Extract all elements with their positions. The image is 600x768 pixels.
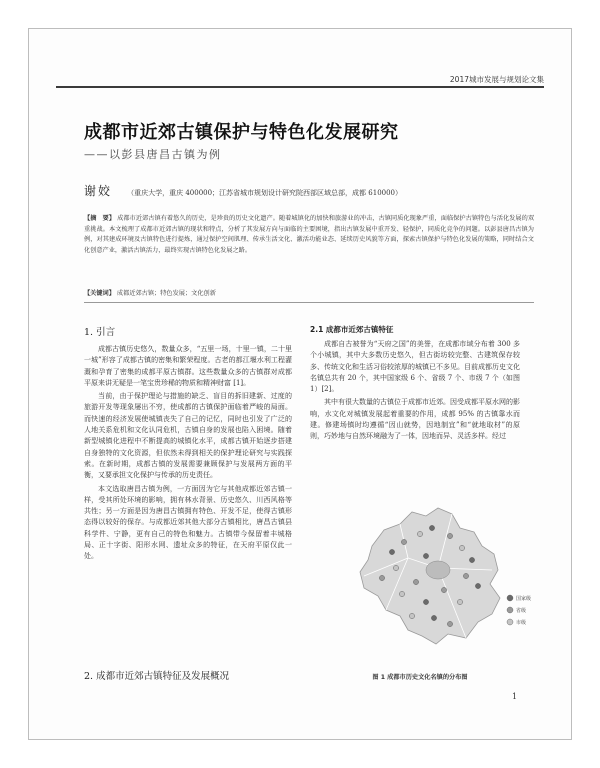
keywords-text: 成都近郊古镇；特色发展；文化创新 bbox=[116, 290, 216, 297]
town-marker bbox=[441, 587, 446, 592]
town-marker bbox=[379, 575, 384, 580]
town-marker bbox=[423, 553, 428, 558]
town-marker bbox=[429, 525, 434, 530]
map-legend bbox=[507, 595, 531, 626]
central-urban-area bbox=[426, 561, 450, 579]
paper-subtitle: ——以彭县唐昌古镇为例 bbox=[84, 148, 222, 161]
town-marker bbox=[417, 531, 422, 536]
town-marker bbox=[399, 591, 404, 596]
page-number: 1 bbox=[512, 692, 518, 701]
abstract-text: 成都市近郊古镇有着悠久的历史，是珍贵的历史文化遗产。随着城镇化的加快和旅游业的冲击，古镇同质化现象严重，面临保护古镇特色与活化发展的双重挑战。本文梳理了成都市近郊古镇的现状和特点，分析了其发展方向与面临的主要困境，指出古镇发展中重开发、轻保护，同质化竞争的问题。以彭县唐昌古镇为例，对其建成环境及古镇特色进行提炼，通过保护空间肌理、传承生活文化、激活功能业态、延续历史风貌等方面，探索古镇保护与特色化发展的策略，同时结合文化创意产业，激活古镇活力，最终实现古镇特色化发展之路。 bbox=[84, 215, 535, 254]
section-2-heading: 2. 成都市近郊古镇特征及发展概况 bbox=[84, 671, 230, 682]
left-paragraph-3: 本文选取唐昌古镇为例，一方面因为它与其他成都近郊古镇一样，受其所处环境的影响，拥有林水背景、历史悠久、川西风格等共性；另一方面是因为唐昌古镇拥有特色、开发不足，使得古镇形态得以较好的保存。与成都近郊其他大部分古镇相比，唐昌古镇县科学件、宁静，更有自己的特色和魅力。古镇带今保留着丰城格局、正十字街、阳形水网、遗址众多的特征，在天府平原仅此一处。 bbox=[84, 484, 292, 561]
right-paragraph-2: 其中有很大数量的古镇位于成都市近郊。因受成都平原水网的影响，水文化对城镇发展起着重要的作用，成都 95% 的古镇靠水而建。修建场镇时均遵循“因山就势，因地制宜”和“就地取材”的原则，巧妙地与自然环境融为了一体，因地而异、灵活多样。经过 bbox=[310, 398, 520, 441]
legend-swatch-provincial bbox=[507, 607, 513, 613]
town-marker bbox=[431, 615, 436, 620]
left-column bbox=[84, 324, 292, 565]
town-marker bbox=[389, 549, 394, 554]
figure-caption: 图 1 成都市历史文化名镇的分布图 bbox=[372, 674, 468, 681]
town-marker bbox=[469, 557, 474, 562]
abstract bbox=[84, 214, 534, 256]
town-marker bbox=[447, 621, 452, 626]
right-paragraph-1: 成都自古被誉为“天府之国”的美誉，在成都市域分布着 300 多个小城镇，其中大多数历史悠久，但古街坊较完整、古建筑保存较多、传统文化和生活习俗较浓厚的城镇已不多见。目前成都历史文化名镇总共有 20 个，其中国家级 6 个、省级 7 个、市级 7 个（如图 1）[2]。 bbox=[310, 340, 520, 394]
author-line bbox=[84, 180, 402, 199]
abstract-divider bbox=[84, 302, 534, 303]
subsection-2-1-heading: 2.1 成都市近郊古镇特征 bbox=[310, 325, 394, 334]
paper-title: 成都市近郊古镇保护与特色化发展研究 bbox=[84, 122, 399, 143]
section-1-heading: 1. 引言 bbox=[84, 327, 116, 338]
keywords bbox=[84, 288, 534, 297]
town-marker bbox=[475, 583, 480, 588]
town-marker bbox=[447, 533, 452, 538]
legend-label-national: 国家级 bbox=[516, 596, 532, 602]
town-marker bbox=[463, 573, 468, 578]
header-rule bbox=[56, 86, 544, 88]
legend-swatch-national bbox=[507, 595, 513, 601]
distribution-map bbox=[342, 498, 538, 648]
right-column bbox=[310, 324, 520, 445]
town-marker bbox=[409, 613, 414, 618]
town-marker bbox=[459, 545, 464, 550]
keywords-label: 【关键词】 bbox=[84, 290, 115, 297]
left-paragraph-1: 成都古镇历史悠久，数量众多，“五里一场，十里一镇，二十里一城”形容了成都古镇的密集和繁荣程度。古老的都江堰水利工程灌溉和孕育了密集的成都平原古镇群。这些数量众多的古镇群对成都平原来讲无疑是一笔宝贵珍稀的物质和精神财富 [1]。 bbox=[84, 345, 292, 387]
town-marker bbox=[457, 599, 462, 604]
town-marker bbox=[413, 579, 418, 584]
abstract-label: 【摘 要】 bbox=[84, 215, 116, 222]
author-name: 谢姣 bbox=[84, 184, 113, 198]
running-header: 2017城市发展与规划论文集 bbox=[449, 75, 544, 84]
left-paragraph-2: 当前，由于保护理论与措施的缺乏、盲目的拆旧建新、过度的旅游开发等现象屡出不穷，使成都的古镇保护面临着严峻的局面。而快速的经济发展使城镇丧失了自己的记忆，同时也引发了广泛的人地关系危机和文化认同危机，古镇自身的发展也陷入困境。随着新型城镇化进程中不断提高的城镇化水平，成都古镇开始逐步搭建自身独特的文化资源，但依然未得到相关的保护理论研究与实践探索。在新时期，成都古镇的发展需要兼顾保护与发展两方面的平衡，又要承担文化保护与传承的历史责任。 bbox=[84, 392, 292, 480]
town-marker bbox=[401, 539, 406, 544]
legend-label-municipal: 市级 bbox=[516, 620, 527, 626]
town-marker bbox=[393, 565, 398, 570]
town-marker bbox=[423, 599, 428, 604]
legend-label-provincial: 省级 bbox=[516, 608, 527, 614]
author-affiliation: （重庆大学，重庆 400000；江苏省城市规划设计研究院西部区域总部，成都 610000） bbox=[127, 189, 403, 197]
legend-swatch-municipal bbox=[507, 619, 513, 625]
